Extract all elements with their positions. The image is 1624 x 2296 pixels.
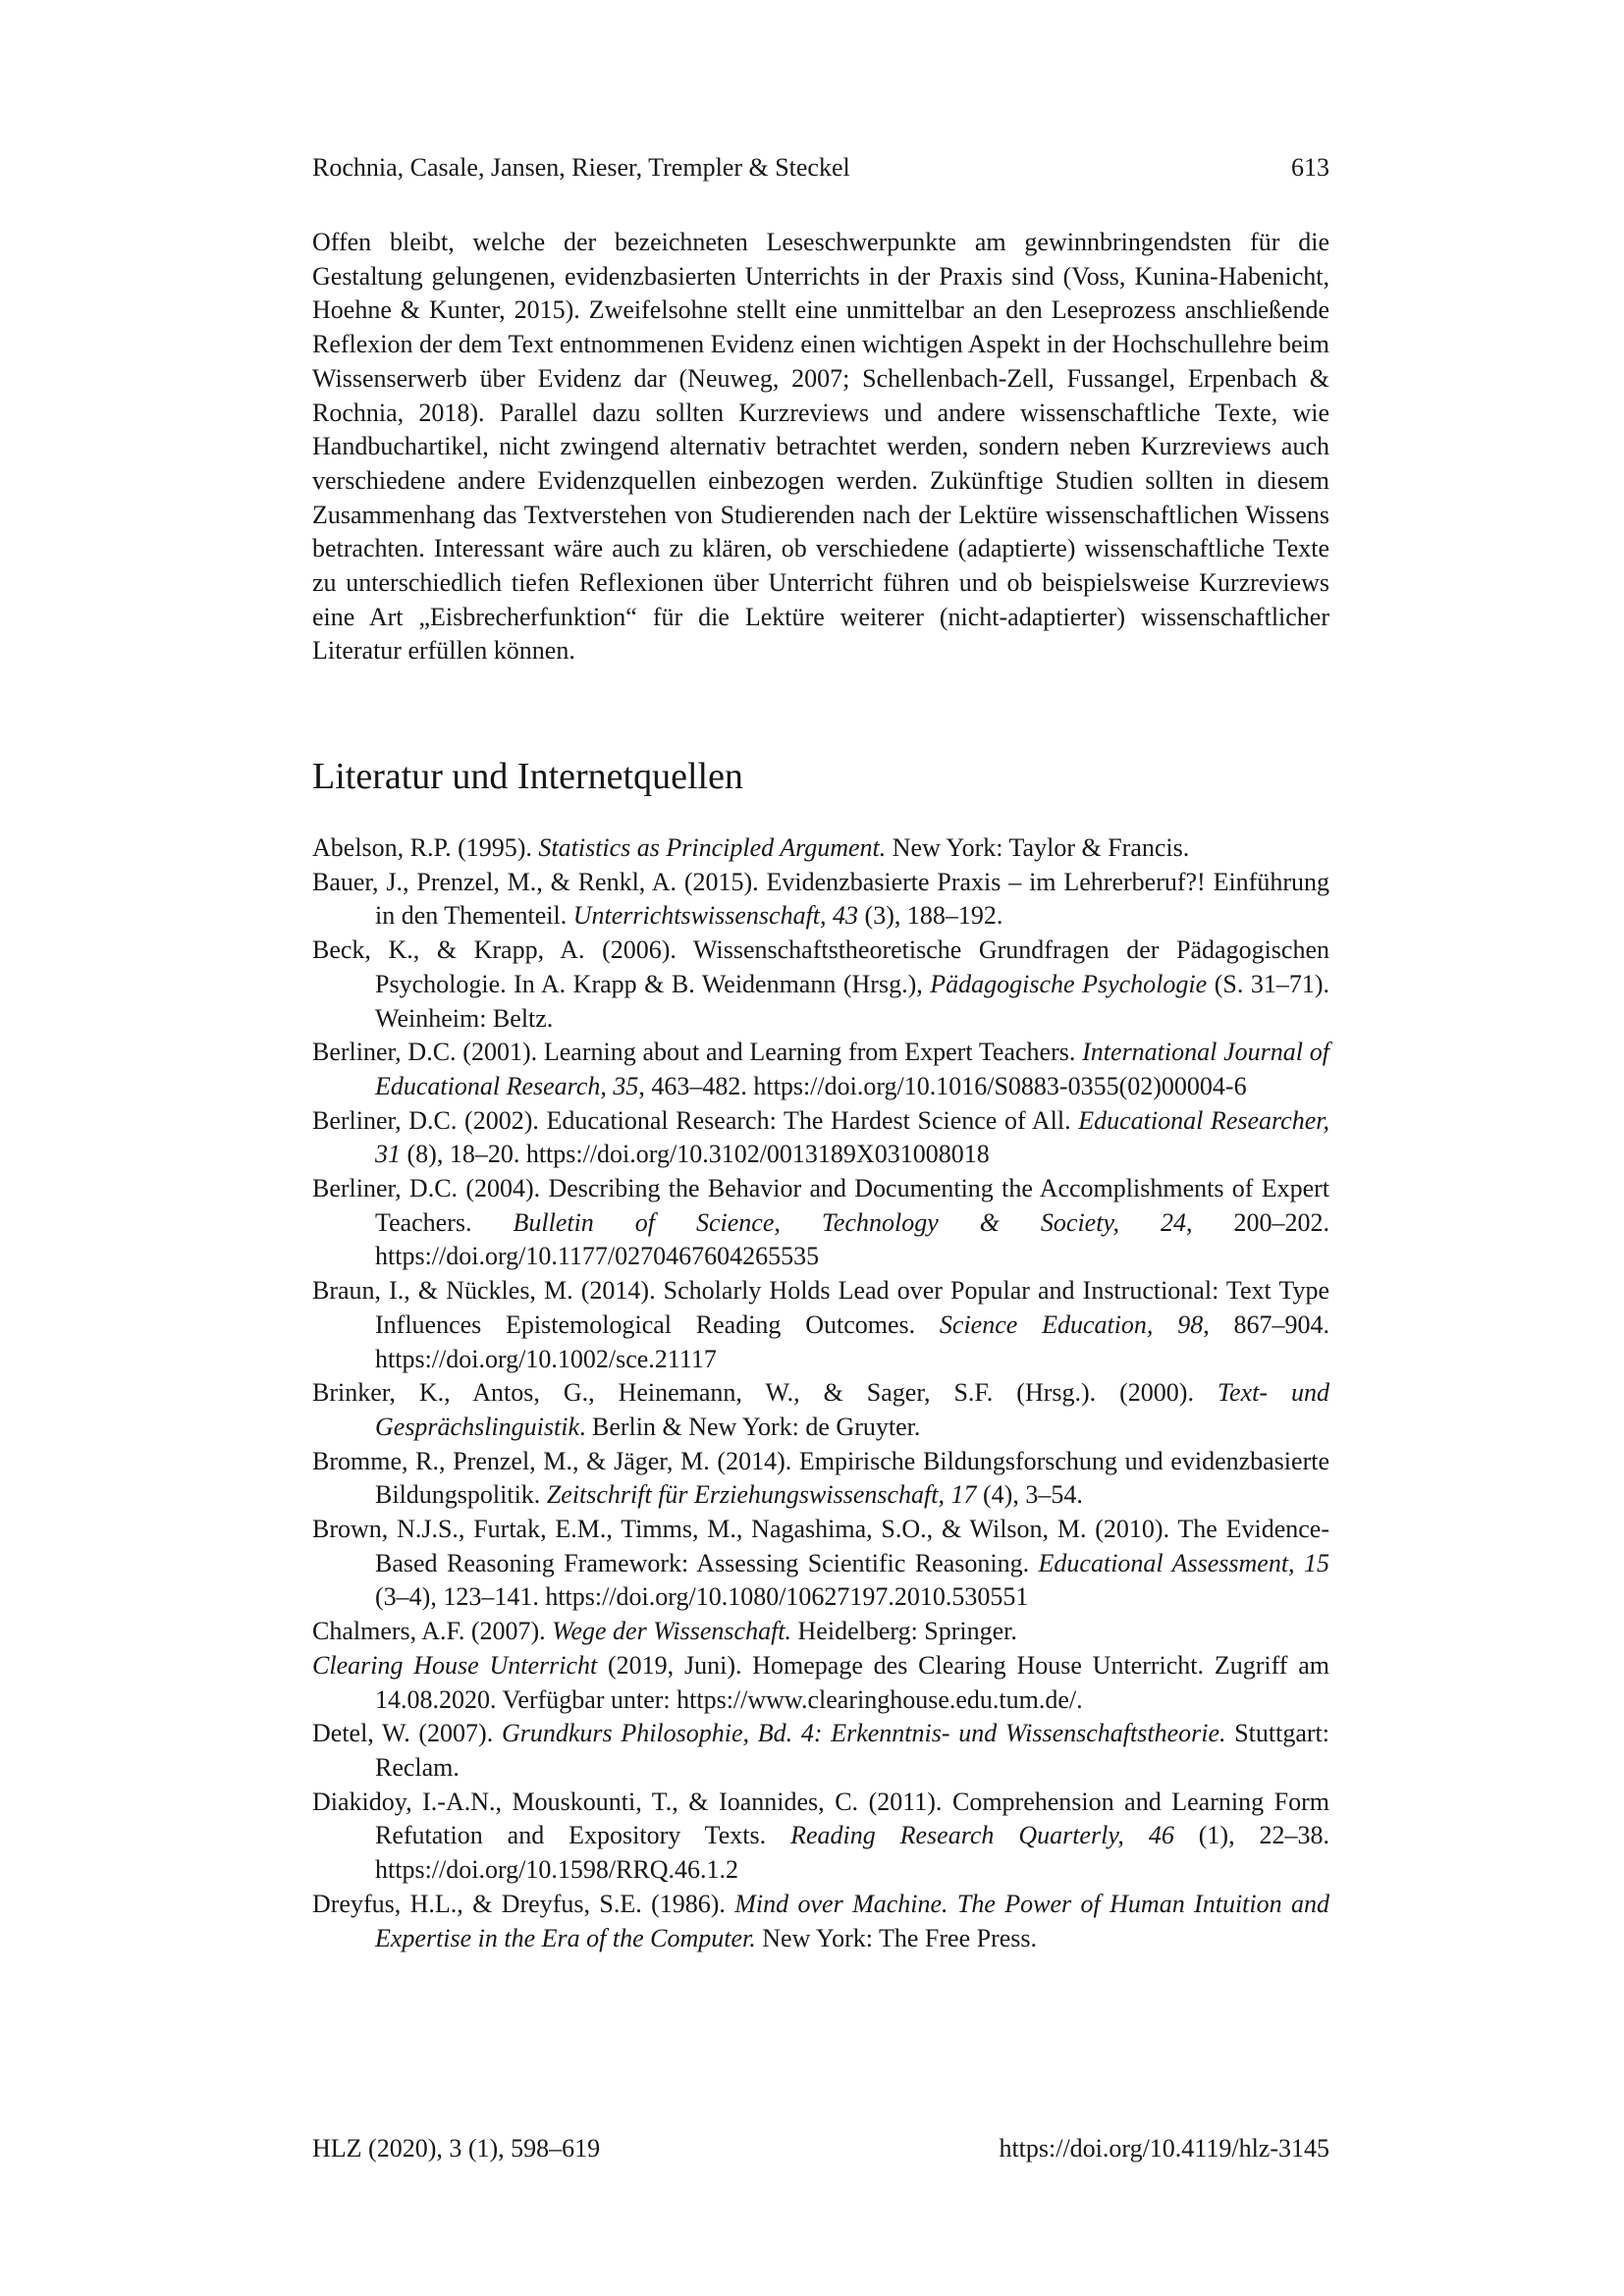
- reference-item: Berliner, D.C. (2002). Educational Research: The Hardest Science of All. Educational Researcher, 31 (8), 18–20. https://doi.org/10.3102/0013189X031008018: [312, 1105, 1329, 1169]
- running-head-authors: Rochnia, Casale, Jansen, Rieser, Trempler & Steckel: [312, 153, 850, 182]
- reference-item: Brinker, K., Antos, G., Heinemann, W., & Sager, S.F. (Hrsg.). (2000). Text- und Gesprächslinguistik. Berlin & New York: de Gruyter.: [312, 1378, 1329, 1441]
- reference-item: Diakidoy, I.-A.N., Mouskounti, T., & Ioannides, C. (2011). Comprehension and Learning Form Refutation and Expository Texts. Reading Research Quarterly, 46 (1), 22–38. https://doi.org/10.1598/RRQ.46.1.2: [312, 1787, 1329, 1885]
- reference-item: Detel, W. (2007). Grundkurs Philosophie, Bd. 4: Erkenntnis- und Wissenschaftstheorie. Stuttgart: Reclam.: [312, 1719, 1329, 1782]
- reference-item: Abelson, R.P. (1995). Statistics as Principled Argument. New York: Taylor & Francis.: [312, 833, 1190, 862]
- section-heading: Literatur und Internetquellen: [312, 756, 743, 797]
- reference-item: Brown, N.J.S., Furtak, E.M., Timms, M., Nagashima, S.O., & Wilson, M. (2010). The Evidence-Based Reasoning Framework: Assessing Scientific Reasoning. Educational Assessment, 15 (3–4), 123–141. https://doi.org/10.1080/10627197.2010.530551: [312, 1515, 1329, 1612]
- reference-list: [312, 831, 1329, 1955]
- page-number: 613: [1291, 153, 1329, 182]
- footer-doi: https://doi.org/10.4119/hlz-3145: [999, 2134, 1329, 2163]
- reference-item: Chalmers, A.F. (2007). Wege der Wissenschaft. Heidelberg: Springer.: [312, 1617, 1017, 1646]
- reference-item: Dreyfus, H.L., & Dreyfus, S.E. (1986). Mind over Machine. The Power of Human Intuition and Expertise in the Era of the Computer. New York: The Free Press.: [312, 1889, 1329, 1952]
- reference-item: Beck, K., & Krapp, A. (2006). Wissenschaftstheoretische Grundfragen der Pädagogischen Psychologie. In A. Krapp & B. Weidenmann (Hrsg.), Pädagogische Psychologie (S. 31–71). Weinheim: Beltz.: [312, 935, 1329, 1033]
- reference-item: Clearing House Unterricht (2019, Juni). Homepage des Clearing House Unterricht. Zugriff am 14.08.2020. Verfügbar unter: https://www.clearinghouse.edu.tum.de/.: [312, 1650, 1329, 1714]
- footer-citation: HLZ (2020), 3 (1), 598–619: [312, 2134, 601, 2163]
- reference-item: Bauer, J., Prenzel, M., & Renkl, A. (2015). Evidenzbasierte Praxis – im Lehrerberuf?! Einführung in den Thementeil. Unterrichtswissenschaft, 43 (3), 188–192.: [312, 867, 1329, 931]
- body-paragraph: Offen bleibt, welche der bezeichneten Leseschwerpunkte am gewinnbringendsten für die Gestaltung gelungenen, evidenzbasierten Unterrichts in der Praxis sind (Voss, Kunina-Habenicht, Hoehne & Kunter, 2015). Zweifelsohne stellt eine unmittelbar an den Leseprozess anschließende Reflexion der dem Text entnommenen Evidenz einen wichtigen Aspekt in der Hochschullehre beim Wissenserwerb über Evidenz dar (Neuweg, 2007; Schellenbach-Zell, Fussangel, Erpenbach & Rochnia, 2018). Parallel dazu sollten Kurzreviews und andere wissenschaftliche Texte, wie Handbuchartikel, nicht zwingend alternativ betrachtet werden, sondern neben Kurzreviews auch verschiedene andere Evidenzquellen einbezogen werden. Zukünftige Studien sollten in diesem Zusammenhang das Textverstehen von Studierenden nach der Lektüre wissenschaftlichen Wissens betrachten. Interessant wäre auch zu klären, ob verschiedene (adaptierte) wissenschaftliche Texte zu unterschiedlich tiefen Reflexionen über Unterricht führen und ob beispielsweise Kurzreviews eine Art „Eisbrecherfunktion“ für die Lektüre weiterer (nicht-adaptierter) wissenschaftlicher Literatur erfüllen können.: [312, 228, 1329, 666]
- reference-item: Braun, I., & Nückles, M. (2014). Scholarly Holds Lead over Popular and Instructional: Text Type Influences Epistemological Reading Outcomes. Science Education, 98, 867–904. https://doi.org/10.1002/sce.21117: [312, 1276, 1329, 1373]
- reference-item: Bromme, R., Prenzel, M., & Jäger, M. (2014). Empirische Bildungsforschung und evidenzbasierte Bildungspolitik. Zeitschrift für Erziehungswissenschaft, 17 (4), 3–54.: [312, 1446, 1329, 1510]
- reference-item: Berliner, D.C. (2001). Learning about and Learning from Expert Teachers. International Journal of Educational Research, 35, 463–482. https://doi.org/10.1016/S0883-0355(02)00004-6: [312, 1038, 1329, 1100]
- reference-item: Berliner, D.C. (2004). Describing the Behavior and Documenting the Accomplishments of Expert Teachers. Bulletin of Science, Technology & Society, 24, 200–202. https://doi.org/10.1177/0270467604265535: [312, 1174, 1330, 1271]
